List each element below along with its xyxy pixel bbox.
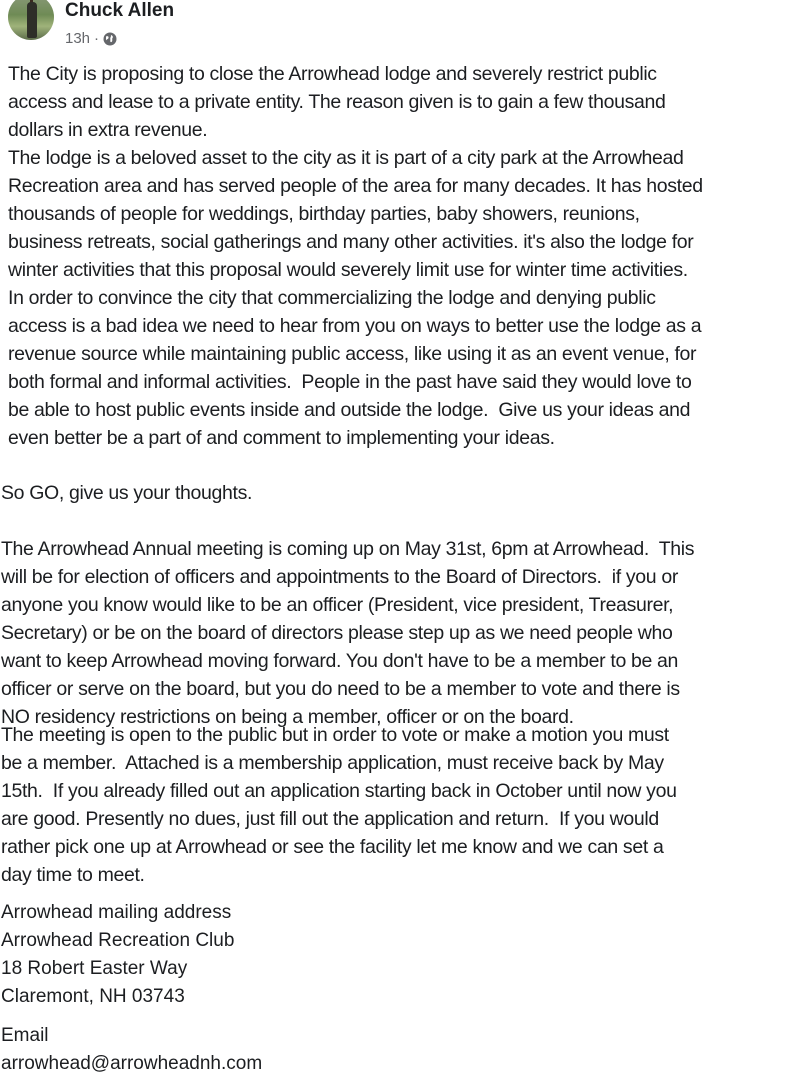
intro-line: be able to host public events inside and outside the lodge. Give us your ideas and <box>8 399 691 421</box>
meeting-line: officer or serve on the board, but you do need to be a member to vote and there is <box>1 678 680 700</box>
email-label: Email <box>1 1025 49 1046</box>
avatar-figure <box>27 2 37 38</box>
call-to-action: So GO, give us your thoughts. <box>1 482 253 504</box>
email-address[interactable]: arrowhead@arrowheadnh.com <box>1 1053 263 1074</box>
membership-line: be a member. Attached is a membership application, must receive back by May <box>1 752 664 774</box>
post-meta <box>65 30 117 47</box>
intro-line: The lodge is a beloved asset to the city as it is part of a city park at the Arrowhead <box>8 147 684 169</box>
address-line: 18 Robert Easter Way <box>1 958 188 979</box>
meeting-line: Secretary) or be on the board of directors please step up as we need people who <box>1 622 673 644</box>
meeting-line: will be for election of officers and appointments to the Board of Directors. if you or <box>1 566 678 588</box>
intro-line: access is a bad idea we need to hear from you on ways to better use the lodge as a <box>8 315 702 337</box>
intro-line: even better be a part of and comment to implementing your ideas. <box>8 427 555 449</box>
globe-icon[interactable] <box>103 32 117 46</box>
membership-line: 15th. If you already filled out an application starting back in October until now you <box>1 780 677 802</box>
membership-line: rather pick one up at Arrowhead or see the facility let me know and we can set a <box>1 836 664 858</box>
meta-separator: · <box>94 30 100 47</box>
intro-line: winter activities that this proposal would severely limit use for winter time activities. <box>8 259 688 281</box>
intro-line: The City is proposing to close the Arrowhead lodge and severely restrict public <box>8 63 657 85</box>
membership-line: day time to meet. <box>1 864 145 886</box>
intro-line: Recreation area and has served people of the area for many decades. It has hosted <box>8 175 703 197</box>
post-header <box>0 0 794 52</box>
author-name[interactable]: Chuck Allen <box>65 0 175 21</box>
meeting-line: want to keep Arrowhead moving forward. You don't have to be a member to be an <box>1 650 679 672</box>
avatar[interactable] <box>8 0 54 40</box>
intro-line: revenue source while maintaining public access, like using it as an event venue, for <box>8 343 697 365</box>
intro-line: access and lease to a private entity. The reason given is to gain a few thousand <box>8 91 666 113</box>
membership-line: The meeting is open to the public but in order to vote or make a motion you must <box>1 724 669 746</box>
intro-line: thousands of people for weddings, birthday parties, baby showers, reunions, <box>8 203 640 225</box>
address-line: Claremont, NH 03743 <box>1 986 185 1007</box>
meeting-line: NO residency restrictions on being a member, officer or on the board. <box>1 706 574 728</box>
membership-line: are good. Presently no dues, just fill out the application and return. If you would <box>1 808 659 830</box>
address-line: Arrowhead Recreation Club <box>1 930 235 951</box>
intro-line: dollars in extra revenue. <box>8 119 208 141</box>
meeting-line: anyone you know would like to be an officer (President, vice president, Treasurer, <box>1 594 674 616</box>
intro-line: both formal and informal activities. People in the past have said they would love to <box>8 371 692 393</box>
intro-line: In order to convince the city that commercializing the lodge and denying public <box>8 287 656 309</box>
meeting-line: The Arrowhead Annual meeting is coming up on May 31st, 6pm at Arrowhead. This <box>1 538 695 560</box>
address-line: Arrowhead mailing address <box>1 902 232 923</box>
intro-line: business retreats, social gatherings and many other activities. it's also the lodge for <box>8 231 694 253</box>
post-time[interactable]: 13h <box>65 30 91 47</box>
